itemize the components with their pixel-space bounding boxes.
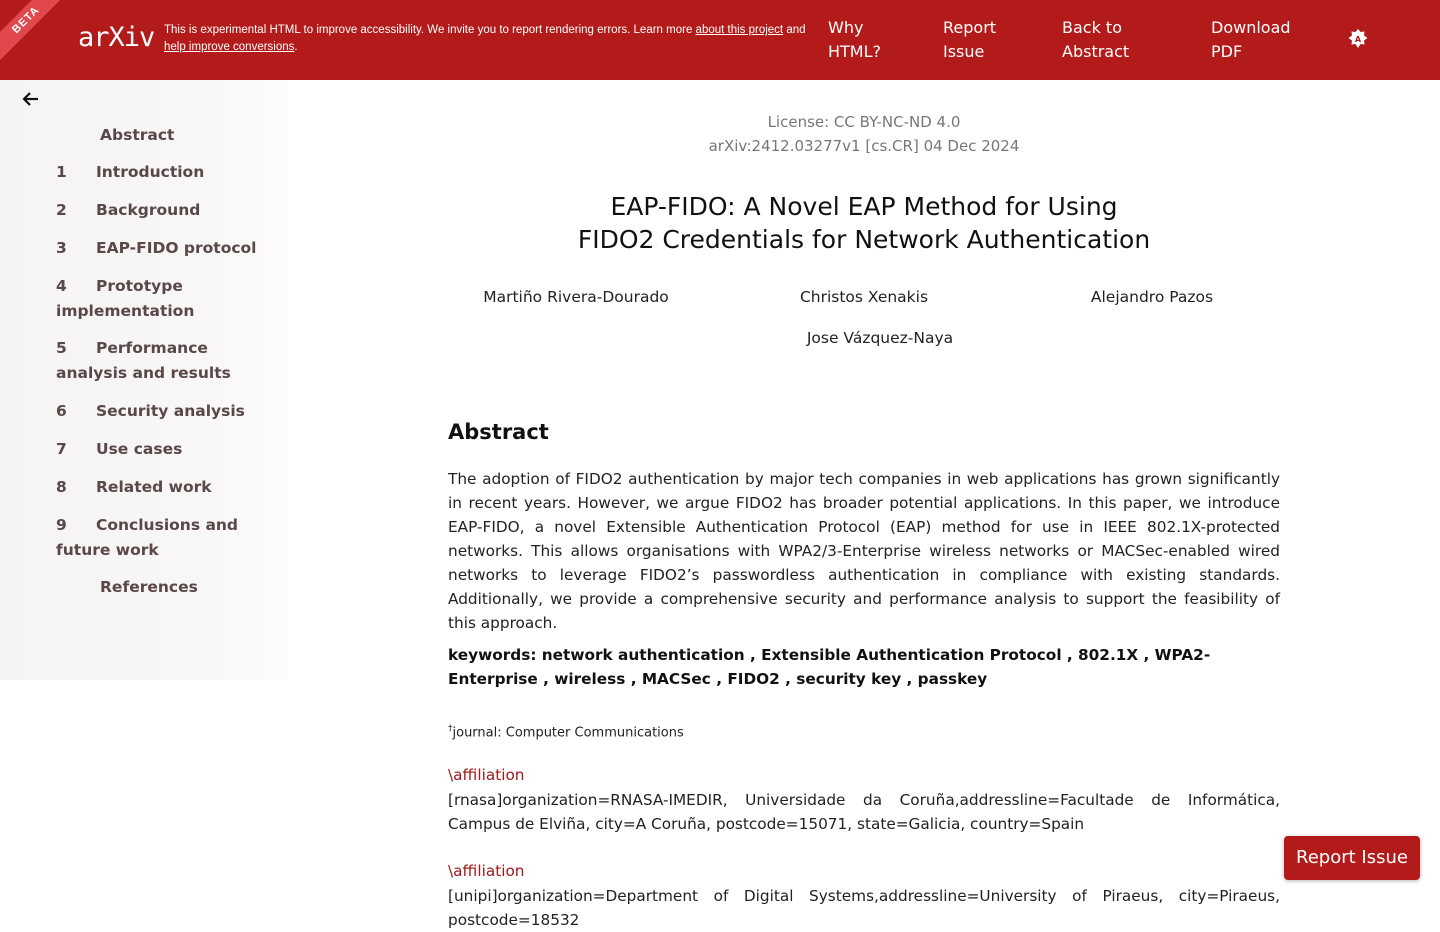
toc-label: Conclusions and future work [56,516,239,559]
toc-background[interactable] [56,198,276,223]
affiliation-text: [rnasa]organization=RNASA-IMEDIR, Universidade da Coruña,addressline=Facultade de Informática, Campus de Elviña, city=A Coruña, postcode=15071, state=Galicia, country=Spain [448,791,1280,833]
toc-related-work[interactable] [56,475,276,500]
keywords-block [448,643,1280,691]
license-info [448,110,1280,158]
toc-label: Performance analysis and results [56,339,231,382]
toc-use-cases[interactable] [56,437,276,462]
theme-toggle-icon[interactable] [1347,28,1369,50]
nav-download-pdf[interactable]: Download PDF [1211,18,1291,61]
toc-sidebar [0,80,288,680]
toc-label: References [100,578,198,596]
report-issue-button[interactable]: Report Issue [1284,836,1420,880]
toc-eap-fido-protocol[interactable] [56,236,276,261]
arxiv-id: arXiv:2412.03277v1 [cs.CR] 04 Dec 2024 [708,137,1020,155]
nav-why-html[interactable]: Why HTML? [828,18,882,61]
svg-text:A: A [1354,35,1362,44]
toc-number: 3 [56,239,67,257]
about-project-link[interactable]: about this project [695,24,784,36]
nav-back-to-abstract[interactable]: Back to Abstract [1062,18,1130,61]
author-name: Martiño Rivera-Dourado [483,288,669,306]
toc-label: Related work [96,478,212,496]
toc-label: Security analysis [96,402,245,420]
license-text: License: CC BY-NC-ND 4.0 [767,113,961,131]
toc-performance-analysis[interactable] [56,336,276,386]
nav-report-issue[interactable]: Report Issue [943,18,997,61]
author-name: Alejandro Pazos [1090,288,1214,306]
banner-and: and [783,24,806,36]
title-line-2: FIDO2 Credentials for Network Authentication [577,225,1151,254]
toc-number: 6 [56,402,67,420]
author-name: Jose Vázquez-Naya [806,329,954,347]
top-header [0,0,1440,80]
banner-text: This is experimental HTML to improve accessibility. We invite you to report rendering errors. Learn more [164,24,696,36]
toc-number: 8 [56,478,67,496]
keywords-list: network authentication , Extensible Authentication Protocol , 802.1X , WPA2-Enterprise , wireless , MACSec , FIDO2 , security key , passkey [448,646,1211,688]
toc-label: Prototype implementation [56,277,195,320]
toc-label: Use cases [96,440,183,458]
toc-label: Abstract [100,126,175,144]
arxiv-logo[interactable]: arXiv [78,22,155,53]
toc-security-analysis[interactable] [56,399,276,424]
journal-mark: † [448,724,453,734]
toc-number: 5 [56,339,67,357]
toc-abstract[interactable] [100,123,320,148]
journal-note [448,724,684,740]
toc-label: EAP-FIDO protocol [96,239,257,257]
affiliation-command: \affiliation [448,862,525,880]
toc-label: Introduction [96,163,205,181]
toc-introduction[interactable] [56,160,276,185]
toc-number: 1 [56,163,67,181]
title-line-1: EAP-FIDO: A Novel EAP Method for Using [610,192,1118,221]
abstract-text: The adoption of FIDO2 authentication by major tech companies in web applications has grown significantly in recent years. However, we argue FIDO2 has broader potential applications. In this paper, we introduce EAP-FIDO, a novel Extensible Authentication Protocol (EAP) method for use in IEEE 802.1X-protected networks. This allows organisations with WPA2/3-Enterprise wireless networks or MACSec-enabled wired networks to leverage FIDO2’s passwordless authentication in compliance with existing standards. Additionally, we provide a comprehensive security and performance analysis to support the feasibility of this approach. [448,470,1280,632]
toc-number: 4 [56,277,67,295]
toc-label: Background [96,201,201,219]
accessibility-banner [164,22,814,56]
author-name: Christos Xenakis [799,288,929,306]
affiliation-text: [unipi]organization=Department of Digital Systems,addressline=University of Piraeus, city=Piraeus, postcode=18532 [448,887,1280,929]
journal-text: journal: Computer Communications [452,725,684,741]
paper-title [448,190,1280,256]
affiliation-command: \affiliation [448,766,525,784]
toc-number: 9 [56,516,67,534]
keywords-label: keywords: [448,646,537,664]
beta-ribbon: BETA [0,0,75,69]
toc-number: 7 [56,440,67,458]
toc-conclusions[interactable] [56,513,276,563]
toc-references[interactable] [100,575,320,600]
toc-number: 2 [56,201,67,219]
abstract-heading: Abstract [448,420,549,444]
banner-end: . [294,41,298,53]
help-improve-link[interactable]: help improve conversions [164,41,295,53]
toc-prototype-implementation[interactable] [56,274,276,324]
back-arrow-icon[interactable] [22,90,40,108]
